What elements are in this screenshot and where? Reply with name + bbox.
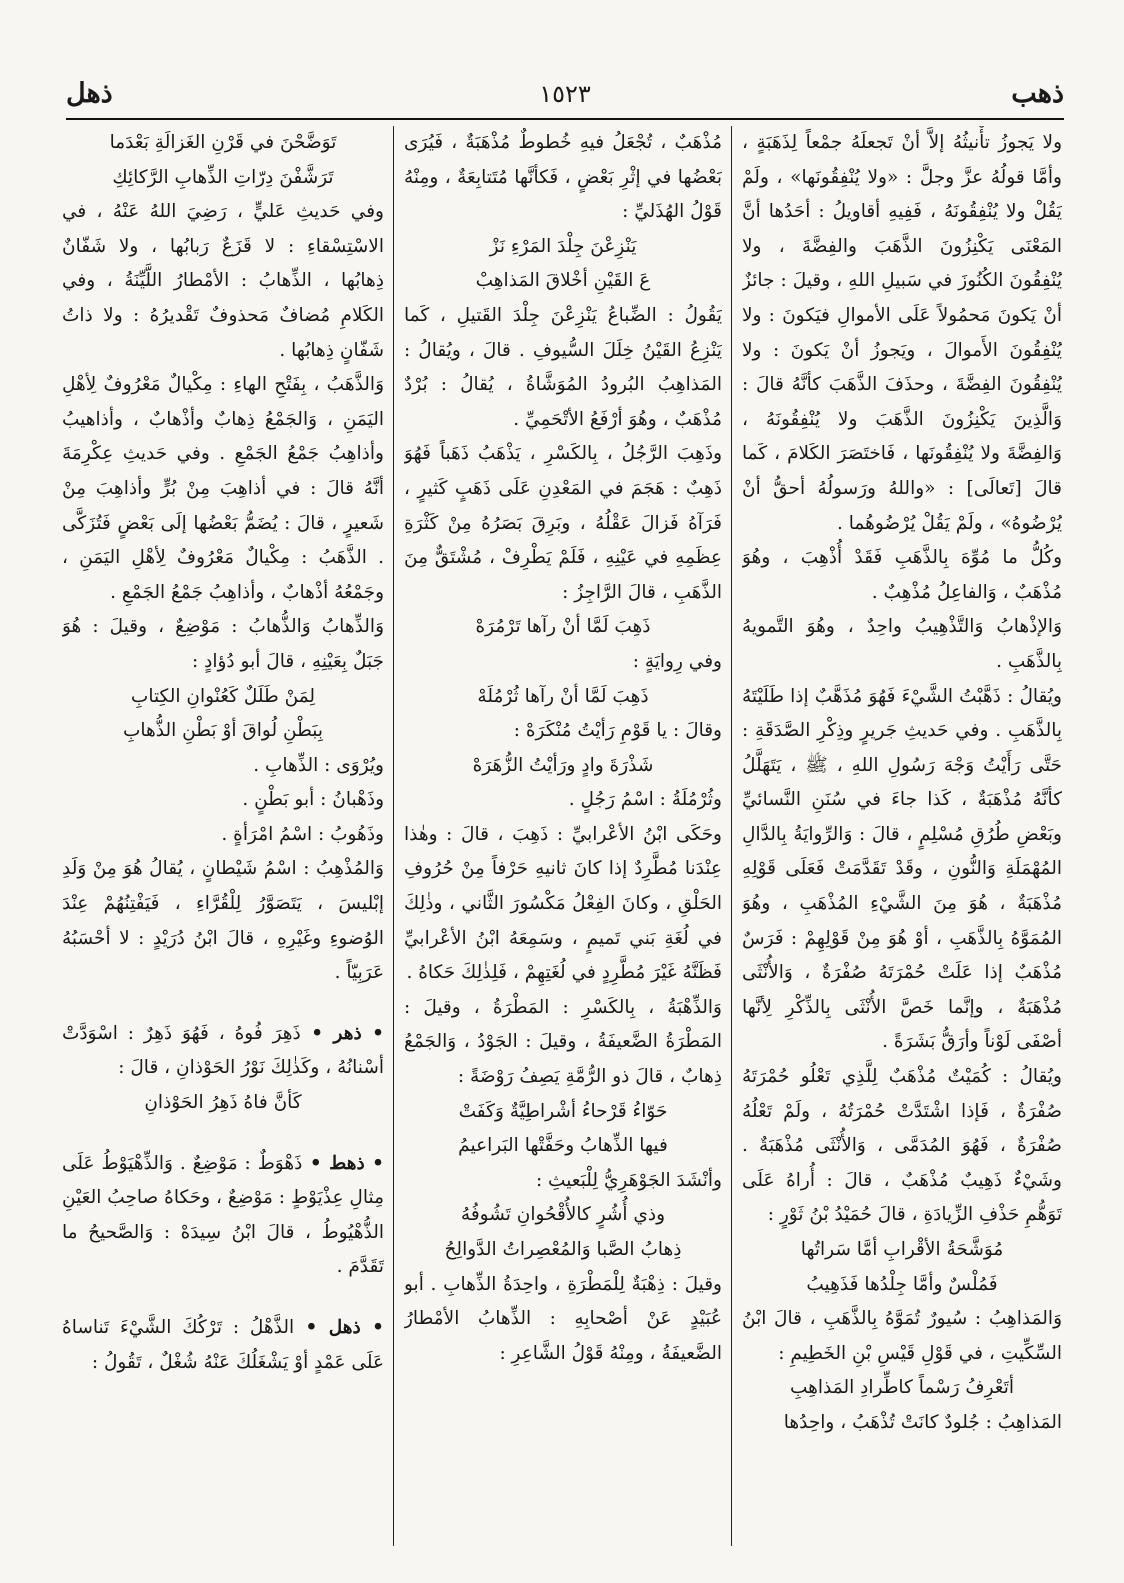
paragraph: ويُقالُ : ذَهَّبْتُ الشَّيْءَ فَهُوَ مُذَهَّبٌ إذا طَلَيْتَهُ بِالذَّهَبِ . وفي حَديثِ جَريرٍ وذِكْرِ الصَّدَقَةِ : حَتَّى رَأَيْتُ وَجْهَ رَسُولِ اللهِ ، ﷺ ، يَتَهَلَّلُ كأنَّهُ مُذْهَبَةٌ ، كَذا جاءَ في سُنَنِ النَّسائيِّ وبَعْضِ طُرُقِ مُسْلِمٍ ، قالَ : وَالرِّوايَةُ بِالدَّالِ المُهْمَلَةِ وَالنُّونِ ، وقَدْ تَقَدَّمَتْ فَعَلَى قَوْلِهِ مُذْهَبَةٌ ، هُوَ مِنَ الشَّيْءِ المُذْهَبِ ، وهُوَ المُمَوَّهُ بِالذَّهَبِ ، أوْ هُوَ مِنْ قَوْلِهِمْ : فَرَسٌ مُذْهَبٌ إذا عَلَتْ حُمْرَتَهُ صُفْرَةٌ ، وَالأُنْثَى مُذْهَبَةٌ ، وإنَّما خَصَّ الأُنْثَى بِالذِّكْرِ لِأنَّها أصْفَى لَوْناً وأرَقُّ بَشَرَةً . [742,685,1062,1053]
paragraph: مُذْهَبٌ ، تُجْعَلُ فيهِ خُطوطٌ مُذْهَبَةٌ ، فَيُرَى بَعْضُها في إثْرِ بَعْضٍ ، فَكأنَّها مُتَتابِعَةٌ ، ومِنْهُ قَوْلُ الهُذَليِّ : [404,132,722,223]
verse-line: شَذْرَةَ وادٍ ورَأيْتُ الزُّهَرَهْ [472,754,654,776]
column-right [742,126,1062,1546]
entry-text: الذَّهْلُ : تَرْكُكَ الشَّيْءَ تَناساهُ عَلَى عَمْدٍ أوْ يَشْغَلُكَ عَنْهُ شُغْلٌ ، تَقُولُ : [62,1317,384,1373]
paragraph: وفي رِوايَةٍ : [632,650,722,672]
paragraph: وكُلُّ ما مُوِّهَ بِالذَّهَبِ فَقَدْ أُذْهِبَ ، وهُوَ مُذْهَبٌ ، وَالفاعِلُ مُذْهِبٌ . [742,547,1062,603]
verse-line: حَوّاءُ قَرْحاءُ أشْراطِيَّةٌ وَكَفَتْ [458,1100,668,1122]
verse-line: تَوَضَّحْنَ في قَرْنِ الغَزالَةِ بَعْدَما [109,132,337,153]
paragraph: وَالذِّهابُ وَالذُّهابُ : مَوْضِعٌ ، وقيلَ : هُوَ جَبَلٌ بِعَيْنِهِ ، قالَ أبو دُؤادٍ : [62,616,384,672]
paragraph: وقالَ : يا قَوْمِ رَأيْتُ مُنْكَرَهْ : [513,720,722,742]
paragraph: وَالمُذْهِبُ : اسْمُ شَيْطانٍ ، يُقالُ هُوَ مِنْ وَلَدِ إبْليسَ ، يَتَصَوَّرُ لِلْقُرَّاءِ ، فَيَفْتِنُهُمْ عِنْدَ الوُضوءِ وغَيْرِهِ ، قالَ ابْنُ دُرَيْدٍ : لا أحْسَبُهُ عَرَبِيّاً . [62,858,384,984]
header-rule [66,118,1064,120]
verse-line: فَمُلْسٌ وأمَّا جِلْدُها فَذَهِيبُ [806,1273,998,1295]
entry-headword: • ذهل • [294,1317,384,1338]
paragraph: وذَهْبانُ : أبو بَطْنٍ . [242,789,384,811]
verse-line: مُوَشَّحَةُ الأقْرابِ أمَّا سَراتُها [800,1239,1004,1260]
verse-line: وذي أُشُرٍ كالأُقْحُوانِ تَشُوفُهُ [460,1204,666,1226]
verse-line: عَ القَيْنِ أخْلاقَ المَذاهِبْ [475,270,651,292]
verse-line: لِمَنْ طَلَلٌ كَعُنْوانِ الكِتابِ [130,685,316,707]
dictionary-entry [62,1147,384,1285]
verse-line: يَنْزِعْنَ جِلْدَ المَرْءِ نَزْ [489,235,637,257]
page-header [66,78,1064,116]
entry-text: ذَهِرَ فُوهُ ، فَهُوَ ذَهِرٌ : اسْوَدَّتْ أسْنانُهُ ، وكَذٰلِكَ نَوْرُ الحَوْذانِ ، قالَ : [62,1022,384,1079]
paragraph: وَالذَّهَبُ ، بِفَتْحِ الهاءِ : مِكْيالٌ مَعْرُوفٌ لِأهْلِ اليَمَنِ ، وَالجَمْعُ ذِهابٌ وأذْهابٌ ، وأذاهيبُ وأذاهِبُ جَمْعُ الجَمْعِ . وفي حَديثِ عِكْرِمَةَ أنَّهُ قالَ : في أذاهِبَ مِنْ بُرٍّ وأذاهِبَ مِنْ شَعيرٍ ، قالَ : يُضَمُّ بَعْضُها إلَى بَعْضٍ فَتُزَكَّى . الذَّهَبُ : مِكْيالٌ مَعْرُوفٌ لِأهْلِ اليَمَنِ ، وجَمْعُهُ أذْهابٌ ، وأذاهِبُ جَمْعُ الجَمْعِ . [62,374,384,603]
verse-line: تَرَشَّفْنَ دِرّاتِ الذِّهابِ الرَّكائِكِ [112,166,334,188]
verse-line: فيها الذِّهابُ وحَفَّتْها البَراعيمُ [458,1135,668,1157]
verse-line: ذَهِبَ لَمَّا أنْ رآها ثُرْمُلَهْ [477,685,649,707]
left-running-headword: ذهل [66,78,113,109]
paragraph: وأنْشَدَ الجَوْهَرِيُّ لِلْبَعيثِ : [535,1169,722,1191]
paragraph: وحَكَى ابْنُ الأعْرابيِّ : ذَهِبَ ، قالَ : وهٰذا عِنْدَنا مُطَّرِدٌ إذا كانَ ثانيهِ حَرْفاً مِنْ حُرُوفِ الحَلْقِ ، وكانَ الفِعْلُ مَكْسُورَ الثَّاني ، وذٰلِكَ في لُغَةِ بَني تَميمٍ ، وسَمِعَهُ ابْنُ الأعْرابيِّ فَظَنَّهُ غَيْرَ مُطَّرِدٍ في لُغَتِهِمْ ، فَلِذٰلِكَ حَكاهُ . [404,823,722,984]
verse-line: كَأنَّ فاهُ ذَهِرُ الحَوْذانِ [144,1092,302,1114]
dictionary-entry [62,1311,384,1380]
entry-headword: • ذهط • [302,1152,384,1174]
paragraph: ولا يَجوزُ تأْنيثُهُ إلاَّ أنْ تَجعلَهُ جمْعاً لِذَهَبَةٍ ، وأمَّا قولُهُ عزَّ وجلَّ : «ولا يُنْفِقُونَها» ، ولَمْ يَقُلْ ولا يُنْفِقُونَهُ ، فَفِيهِ أقاويلُ : أحَدُها أنَّ المَعْنَى يَكْنِزُونَ الذَّهَبَ والفِضَّةَ ، ولا يُنْفِقُونَ الكُنُوزَ في سَبيلِ اللهِ ، وقيلَ : جائزٌ أنْ يَكونَ مَحمُولاً عَلَى الأموالِ فيَكونَ : ولا يُنْفِقُونَ الأَموالَ ، ويَجوزُ أنْ يَكونَ : ولا يُنْفِقُونَ الفِضَّةَ ، وحذَفَ الذَّهَبَ كأنَّهُ قالَ : وَالَّذِينَ يَكْنِزُونَ الذَّهَبَ ولا يُنْفِقُونَهُ ، وَالفِضَّةَ ولا يُنْفِقُونَها ، فَاختَصَرَ الكَلامَ ، كَما قالَ [تَعالَى] : «واللهُ ورَسولُهُ أحقُّ أنْ يُرْضُوهُ» ، ولَمْ يَقُلْ يُرْضُوهُما . [742,132,1062,534]
paragraph: وذَهِبَ الرَّجُلُ ، بِالكَسْرِ ، يَذْهَبُ ذَهَباً فَهُوَ ذَهِبٌ : هَجَمَ في المَعْدِنِ عَلَى ذَهَبٍ كَثيرٍ ، فَرَآهُ فَزالَ عَقْلُهُ ، وبَرِقَ بَصَرُهُ مِنْ كَثْرَةِ عِظَمِهِ في عَيْنِهِ ، فَلَمْ يَطْرِفْ ، مُشْتَقٌّ مِنَ الذَّهَبِ ، قالَ الرَّاجِزُ : [404,443,722,603]
verse-line: بِبَطْنِ لُواقَ أوْ بَطْنِ الذُّهابِ [123,720,323,742]
paragraph: وقيلَ : ذِهْبَةٌ لِلْمَطْرَةِ ، واحِدَةُ الذِّهابِ . أبو عُبَيْدٍ عَنْ أصْحابِهِ : الذِّهابُ الأمْطارُ الضَّعيفَةُ ، ومِنْهُ قَوْلُ الشَّاعِرِ : [404,1273,722,1364]
column-left [62,126,384,1546]
paragraph: وَالمَذاهِبُ : سُيورٌ تُمَوَّهُ بِالذَّهَبِ ، قالَ ابْنُ السِّكِّيتِ ، في قَوْلِ قَيْسِ بْنِ الخَطِيمِ : [742,1308,1062,1364]
paragraph: المَذاهِبُ : جُلودٌ كانَتْ تُذْهَبُ ، واحِدُها [783,1411,1062,1433]
paragraph: وَالإذْهابُ وَالتَّذْهِيبُ واحِدٌ ، وهُوَ التَّمويهُ بِالذَّهَبِ . [742,616,1062,672]
entry-text: ذَهْوَطٌ : مَوْضِعٌ . وَالذِّهْيَوْطُ عَلَى مِثالِ عِذْيَوْطٍ : مَوْضِعٌ ، وحَكاهُ صاحِبُ العَيْنِ الذُّهْيُوطُ ، قالَ ابْنُ سِيدَهْ : وَالصَّحيحُ ما تَقَدَّمَ . [62,1152,384,1278]
entry-headword: • ذهر • [300,1022,384,1044]
paragraph: ويُقالُ : كُمَيْتٌ مُذْهَبٌ لِلَّذِي تَعْلُو حُمْرَتَهُ صُفْرَةٌ ، فَإذا اشْتَدَّتْ حُمْرَتُهُ ، ولَمْ تَعْلُهُ صُفْرَةٌ ، فَهُوَ المُدَمَّى ، وَالأُنْثَى مُذْهَبَةٌ . وشَيْءٌ ذَهِيبٌ مُذْهَبٌ ، قالَ : أُراهُ عَلَى تَوَهُّمِ حَذْفِ الزِّيادَةِ ، قالَ حُمَيْدُ بْنُ ثَوْرٍ : [742,1066,1062,1226]
paragraph: يَقُولُ : الضِّباعُ يَنْزِعْنَ جِلْدَ القَتيلِ ، كَما يَنْزِعُ القَيْنُ خِلَلَ السُّيوفِ . قالَ ، ويُقالُ : المَذاهِبُ البُرودُ المُوَشَّاةُ ، يُقالُ : بُرْدٌ مُذْهَبٌ ، وهُوَ أرْفَعُ الأتْحَمِيِّ . [404,304,722,430]
paragraph: وَالذِّهْبَةُ ، بِالكَسْرِ : المَطْرَةُ ، وقيلَ : المَطْرَةُ الضَّعيفَةُ ، وقيلَ : الجَوْدُ ، وَالجَمْعُ ذِهابٌ ، قالَ ذو الرُّمَّةِ يَصِفُ رَوْضَةً : [404,996,722,1088]
right-running-headword: ذهب [1011,78,1064,109]
paragraph: وذَهُوبُ : اسْمُ امْرَأةٍ . [221,823,384,845]
verse-line: ذِهابُ الصَّبا وَالمُعْصِراتُ الدَّوالِحُ [444,1239,682,1260]
column-middle [404,126,722,1546]
column-divider [393,126,394,1546]
verse-line: ذَهِبَ لَمَّا أنْ رآها تَرْمُرَهْ [475,616,651,638]
dictionary-entry [62,1017,384,1086]
verse-line: أتَعْرِفُ رَسْماً كاطِّرادِ المَذاهِبِ [789,1377,1014,1399]
column-divider [731,126,732,1546]
page-number: ١٥٢٣ [539,80,591,108]
paragraph: وفي حَديثِ عَليٍّ ، رَضِيَ اللهُ عَنْهُ ، في الاسْتِسْقاءِ : لا قَزَعٌ رَبابُها ، ولا شَفّانٌ ذِهابُها ، الذِّهابُ : الأمْطارُ اللَّيِّنَةُ ، وفي الكَلامِ مُضافٌ مَحذوفٌ تَقْديرُهُ : ولا ذاتُ شَفّانٍ ذِهابُها . [62,201,384,361]
paragraph: ويُرْوَى : الذِّهابِ . [253,754,384,776]
paragraph: وثُرْمُلَةُ : اسْمُ رَجُلٍ . [568,789,722,811]
